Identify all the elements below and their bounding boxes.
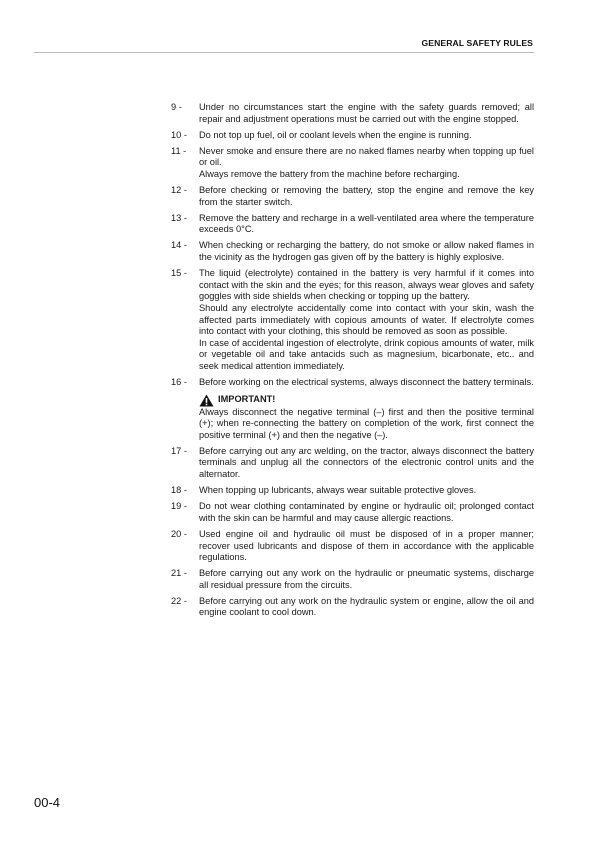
list-item [171, 596, 534, 619]
list-item [171, 213, 534, 236]
rule-paragraph: Always remove the battery from the machine before recharging. [199, 168, 460, 179]
rule-text [199, 185, 534, 208]
rule-number: 22 - [171, 595, 187, 606]
header-divider [34, 52, 534, 53]
rule-paragraph: Should any electrolyte accidentally come into contact with your skin, wash the affected parts immediately with copious amounts of water. If electrolyte comes into contact with your clothing, this should be removed as soon as possible. [199, 302, 534, 337]
rule-paragraph: Before carrying out any work on the hydraulic or pneumatic systems, discharge all residual pressure from the circuits. [199, 568, 534, 590]
rule-paragraph: Do not wear clothing contaminated by engine or hydraulic oil; prolonged contact with the skin can be harmful and may cause allergic reactions. [199, 501, 534, 523]
rule-number: 21 - [171, 568, 187, 579]
list-item [171, 485, 534, 497]
rule-number: 10 - [171, 129, 187, 140]
rule-number: 9 - [171, 102, 182, 112]
rule-number: 16 - [171, 376, 187, 387]
safety-rules-list [171, 102, 534, 624]
list-item [171, 185, 534, 208]
important-notice-heading [199, 394, 534, 407]
page-header-title: GENERAL SAFETY RULES [421, 38, 533, 48]
rule-text [199, 568, 534, 591]
rule-text [199, 501, 534, 524]
rule-text [199, 268, 534, 372]
list-item [171, 501, 534, 524]
rule-number: 13 - [171, 212, 187, 223]
rule-paragraph: Remove the battery and recharge in a well-ventilated area where the temperature exceeds 0°C. [199, 212, 534, 235]
rule-paragraph: Used engine oil and hydraulic oil must be disposed of in a proper manner; recover used lubricants and dispose of them in accordance with the applicable regulations. [199, 528, 534, 563]
page-number: 00-4 [34, 795, 61, 810]
list-item [171, 102, 534, 125]
rule-number: 15 - [171, 268, 187, 279]
rule-paragraph: In case of accidental ingestion of electrolyte, drink copious amounts of water, milk or vegetable oil and take antacids such as magnesium, bicarbonate, etc.. and seek medical attention immediately. [199, 337, 534, 371]
rule-number: 18 - [171, 485, 187, 496]
rule-paragraph: Before working on the electrical systems, always disconnect the battery terminals. [199, 376, 534, 387]
list-item [171, 240, 534, 263]
rule-paragraph: Do not top up fuel, oil or coolant levels when the engine is running. [199, 129, 472, 140]
list-item [171, 529, 534, 564]
list-item [171, 377, 534, 441]
rule-text [199, 130, 534, 142]
list-item [171, 130, 534, 142]
rule-text [199, 102, 534, 125]
rule-number: 14 - [171, 240, 187, 251]
rule-text [199, 485, 534, 497]
rule-paragraph: When checking or recharging the battery, do not smoke or allow naked flames in the vicinity as the hydrogen gas given off by the battery is highly explosive. [199, 240, 534, 263]
list-item [171, 268, 534, 372]
list-item [171, 568, 534, 591]
rule-text [199, 240, 534, 263]
list-item [171, 146, 534, 181]
rule-number: 17 - [171, 445, 187, 456]
rule-text [199, 446, 534, 481]
rule-paragraph: Under no circumstances start the engine with the safety guards removed; all repair and adjustment operations must be carried out with the engine stopped. [199, 102, 534, 124]
rule-text [199, 213, 534, 236]
rule-number: 11 - [171, 145, 187, 156]
important-notice-text: Always disconnect the negative terminal (–) first and then the positive terminal (+); when re-connecting the battery on completion of the work, first connect the positive terminal (+) and then the negative (–). [199, 406, 534, 440]
rule-number: 20 - [171, 528, 187, 539]
list-item [171, 446, 534, 481]
rule-paragraph: Before checking or removing the battery, stop the engine and remove the key from the starter switch. [199, 185, 534, 207]
important-label: IMPORTANT! [218, 394, 276, 405]
rule-paragraph: Before carrying out any work on the hydraulic system or engine, allow the oil and engine coolant to cool down. [199, 595, 534, 618]
rule-text [199, 596, 534, 619]
rule-paragraph: When topping up lubricants, always wear suitable protective gloves. [199, 485, 477, 496]
warning-triangle-icon [199, 394, 214, 407]
rule-text [199, 529, 534, 564]
rule-paragraph: Before carrying out any arc welding, on the tractor, always disconnect the battery terminals and unplug all the connectors of the electronic control units and the alternator. [199, 445, 534, 480]
rule-paragraph: The liquid (electrolyte) contained in the battery is very harmful if it comes into contact with the skin and the eyes; for this reason, always wear gloves and safety goggles with side shields when checking or topping up the battery. [199, 268, 534, 302]
rule-text [199, 146, 534, 181]
rule-text [199, 377, 534, 441]
rule-number: 12 - [171, 185, 187, 196]
rule-number: 19 - [171, 501, 187, 512]
rule-paragraph: Never smoke and ensure there are no naked flames nearby when topping up fuel or oil. [199, 145, 534, 168]
